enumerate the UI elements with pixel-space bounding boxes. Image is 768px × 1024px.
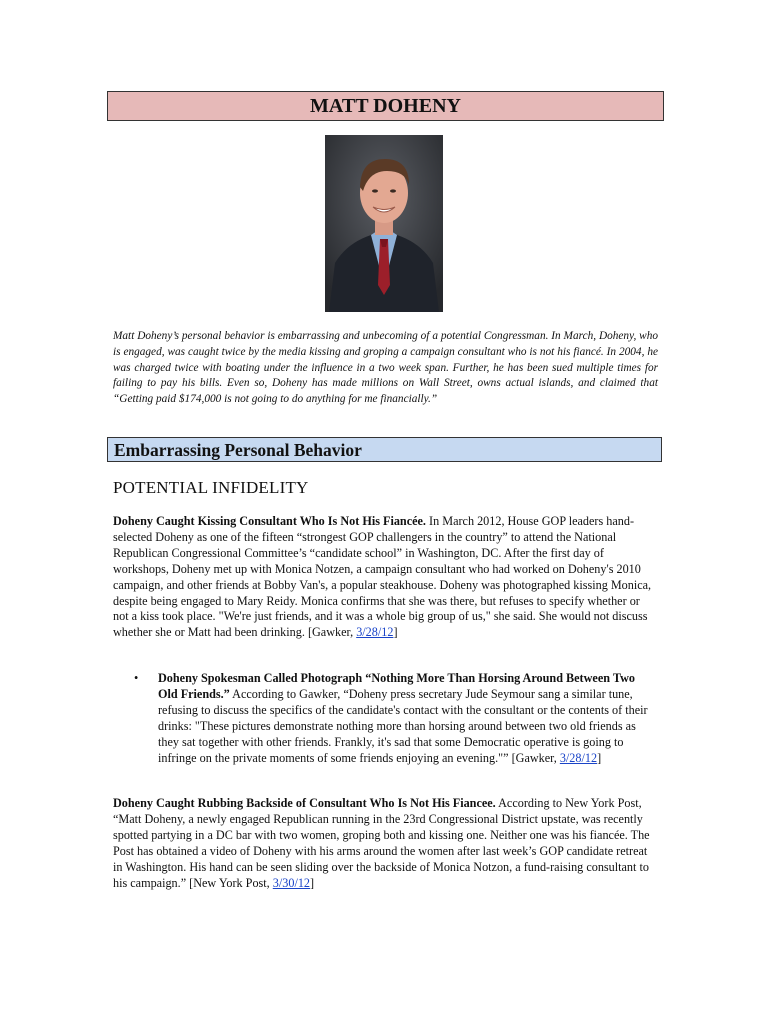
portrait-photo: [325, 135, 443, 312]
bullet-icon: •: [134, 671, 139, 685]
source-link[interactable]: 3/28/12: [559, 750, 598, 765]
page-title: MATT DOHENY: [107, 91, 664, 121]
paragraph-body: According to New York Post, “Matt Doheny, a newly engaged Republican running in the 23rd Congressional District upstate, was recently spotted partying in a DC bar with two women, groping both and kissing one. Neither one was his fiancée. The Post has obtained a video of Doheny with his arms around the women after last week’s GOP candidate retreat in Washington. His hand can be seen sliding over the backside of Monica Notzon, a fund-raising consultant to his campaign.” [New York Post,: [113, 796, 650, 890]
portrait-illustration: [325, 135, 443, 312]
paragraph-lead: Doheny Caught Rubbing Backside of Consultant Who Is Not His Fiancee.: [113, 796, 496, 810]
bullet-text: [158, 671, 657, 766]
bullet-body: According to Gawker, “Doheny press secretary Jude Seymour sang a similar tune, refusing to discuss the specifics of the candidate's contact with the consultant or the contents of their drinks: "These pictures demonstrate nothing more than horsing around between two old friends as they sat together with other friends. Frankly, it's sad that some Democratic operative is going to infringe on the private moments of some friends enjoying an evening."” [Gawker,: [158, 686, 648, 765]
source-link[interactable]: 3/28/12: [356, 625, 394, 640]
paragraph-kissing: [113, 514, 655, 641]
citation-close: ]: [597, 750, 602, 765]
paragraph-lead: Doheny Caught Kissing Consultant Who Is Not His Fiancée.: [113, 514, 426, 528]
bullet-item: [134, 671, 657, 766]
paragraph-rubbing: [113, 796, 658, 891]
subheading: POTENTIAL INFIDELITY: [113, 478, 309, 497]
intro-paragraph: Matt Doheny’s personal behavior is embarrassing and unbecoming of a potential Congressman. In March, Doheny, who is engaged, was caught twice by the media kissing and groping a campaign consultant who is not his fiancé. In 2004, he was charged twice with boating under the influence in a two week span. Further, he has been sued multiple times for failing to pay his bills. Even so, Doheny has made millions on Wall Street, owns actual islands, and claimed that “Getting paid $174,000 is not going to do anything for me financially.”: [113, 330, 658, 406]
citation-close: ]: [393, 625, 398, 640]
paragraph-body: In March 2012, House GOP leaders hand-selected Doheny as one of the fifteen “strongest GOP challengers in the country” to attend the National Republican Congressional Committee’s “candidate school” in Washington, DC. After the first day of workshops, Doheny met up with Monica Notzen, a campaign consultant who had worked on Doheny's 2010 campaign, and other friends at Bobby Van's, a popular steakhouse. Doheny was photographed kissing Monica, despite being engaged to Mary Reidy. Monica confirms that she was there, but refuses to specify whether or not a kiss took place. "We're just friends, and it was a whole big group of us," she said. She would not discuss whether she or Matt had been drinking. [Gawker,: [113, 514, 652, 640]
bullet-lead: Doheny Spokesman Called Photograph “Nothing More Than Horsing Around Between Two Old Friends.”: [158, 671, 635, 701]
citation-close: ]: [310, 875, 315, 890]
source-link[interactable]: 3/30/12: [272, 875, 311, 890]
section-title: Embarrassing Personal Behavior: [107, 437, 662, 462]
